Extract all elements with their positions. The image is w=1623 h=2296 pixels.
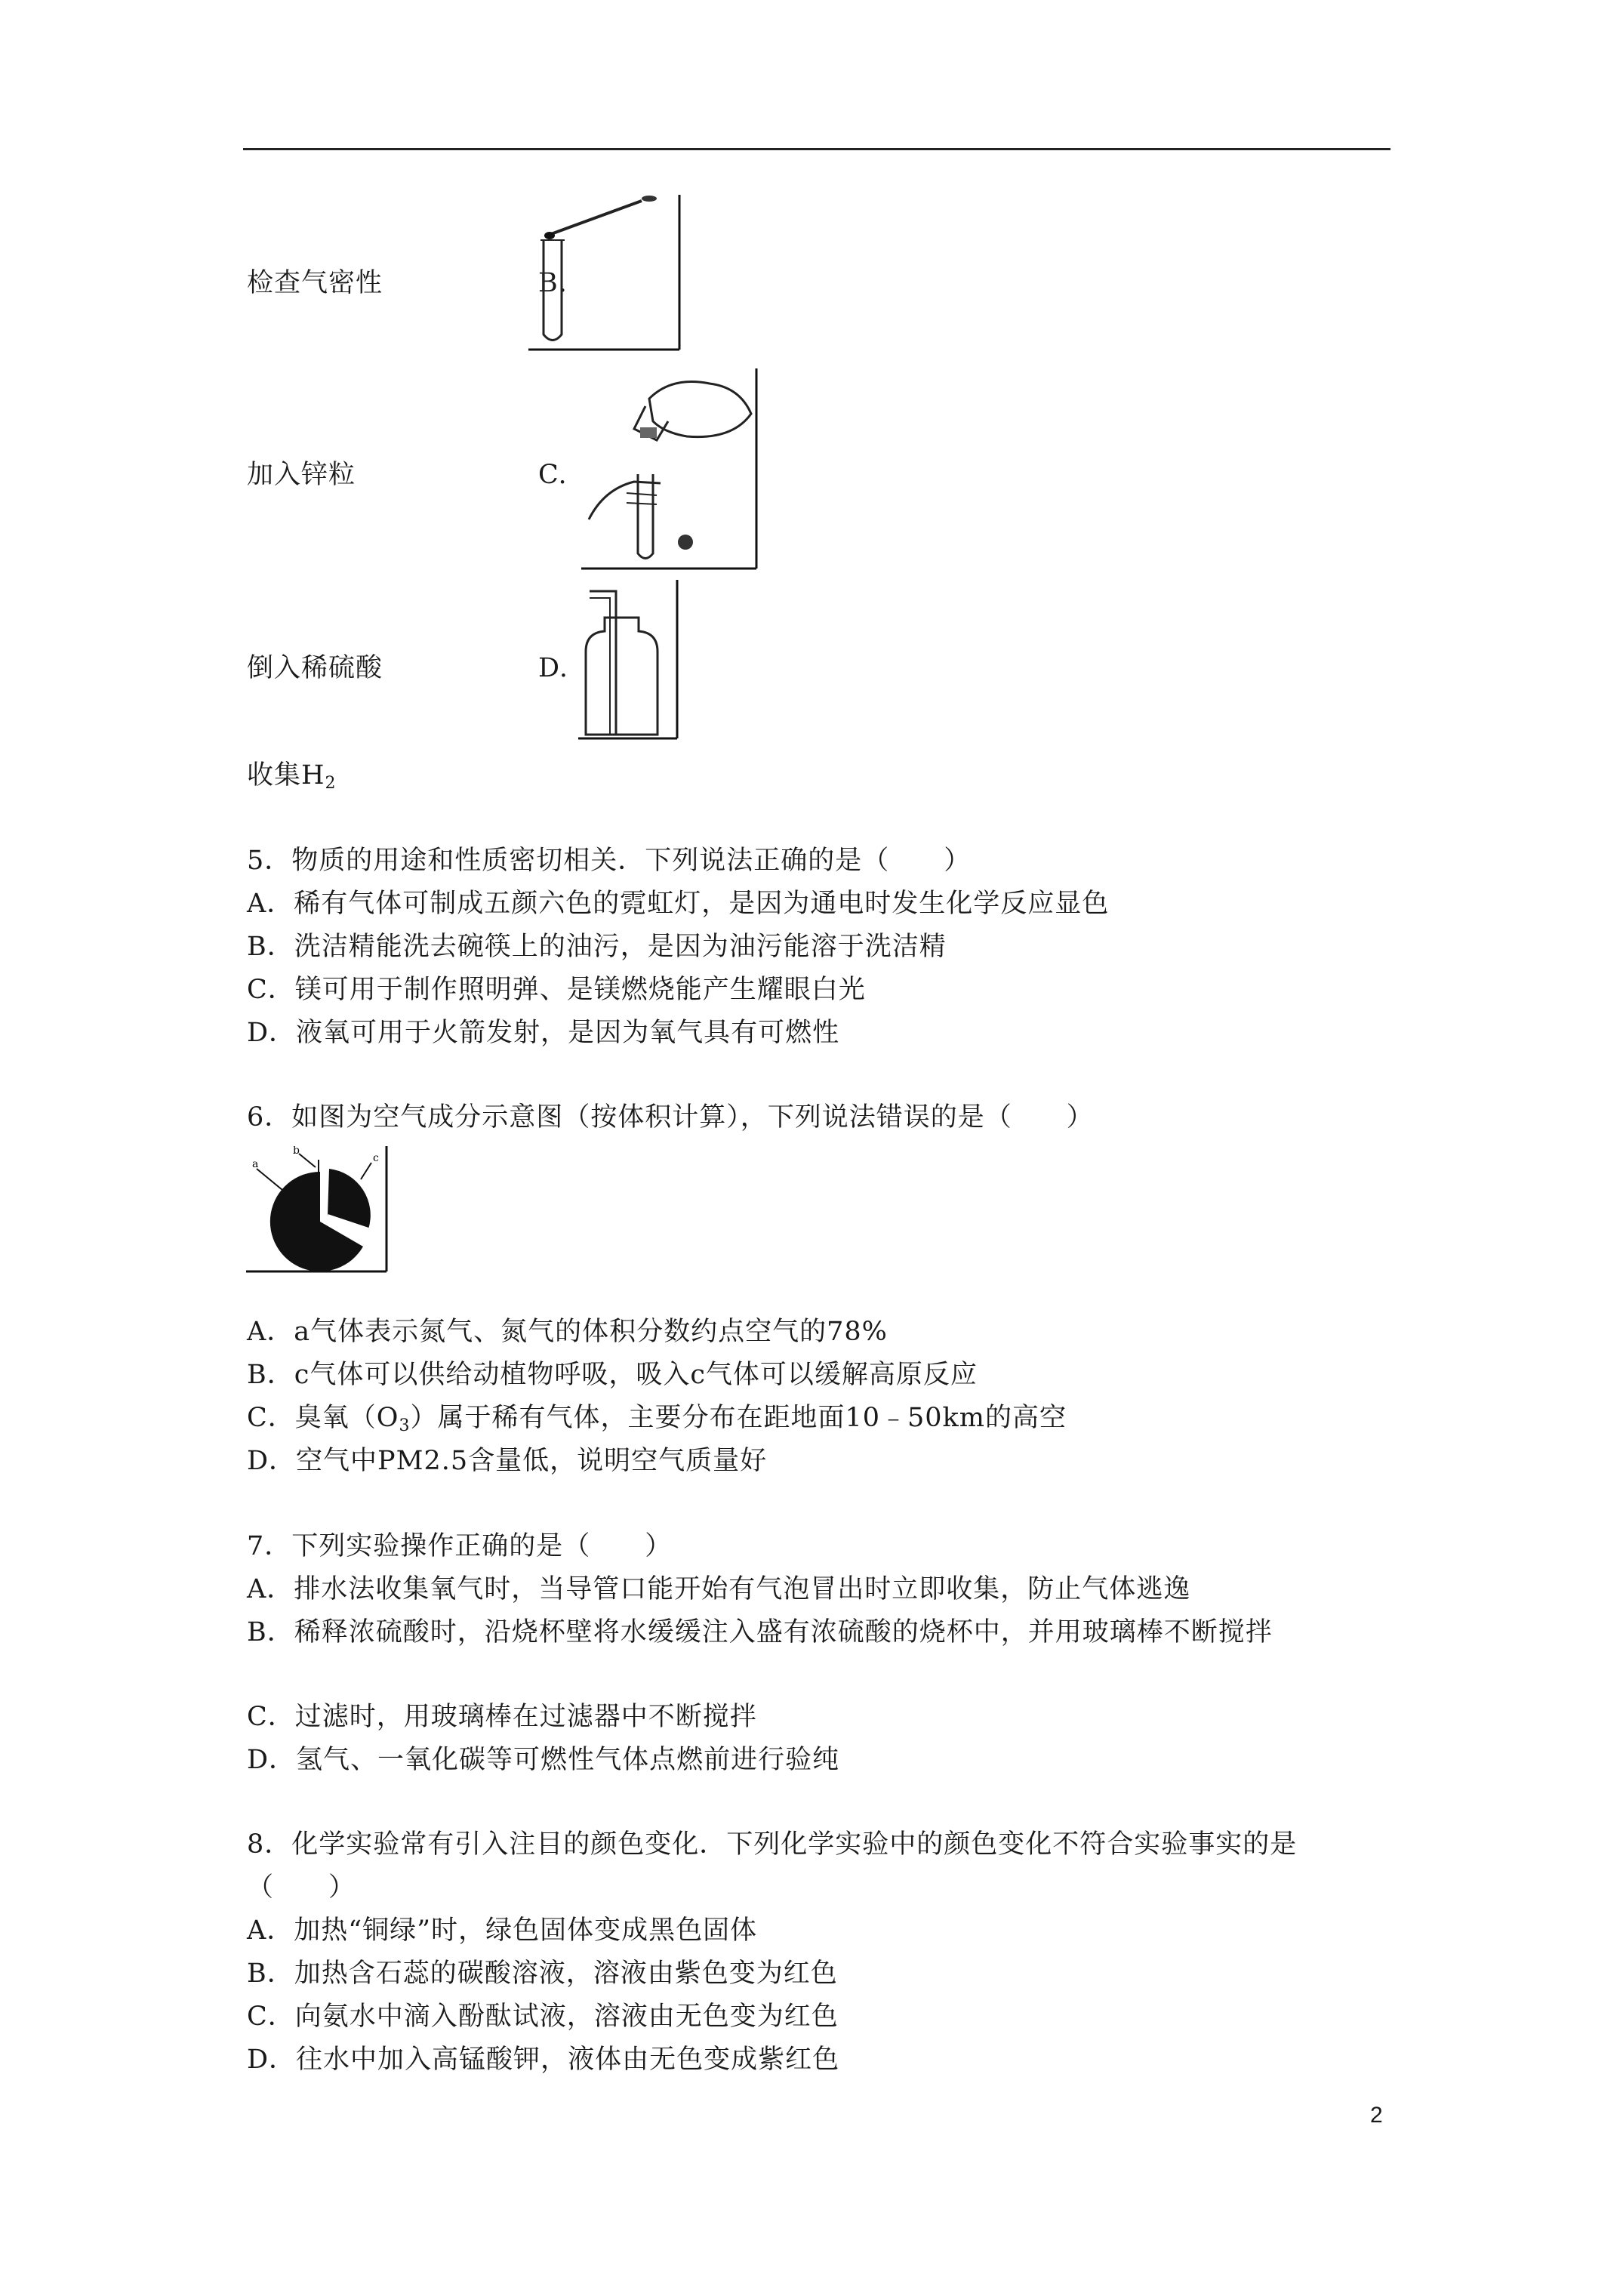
q4-text-c: 加入锌粒 bbox=[247, 460, 356, 490]
q7-option-b: B．稀释浓硫酸时，沿烧杯壁将水缓缓注入盛有浓硫酸的烧杯中，并用玻璃棒不断搅拌 bbox=[247, 1617, 1273, 1647]
q7-option-d: D．氢气、一氧化碳等可燃性气体点燃前进行验纯 bbox=[247, 1745, 840, 1775]
pouring-zinc-figure bbox=[581, 368, 759, 571]
q4-option-c: C. bbox=[538, 460, 568, 490]
pie-label-b: b bbox=[293, 1146, 300, 1157]
page-number: 2 bbox=[1370, 2103, 1383, 2128]
q4-text-d: 倒入稀硫酸 bbox=[247, 653, 383, 683]
header-rule bbox=[243, 148, 1390, 150]
q6-option-c-pre: C．臭氧（O bbox=[247, 1403, 399, 1433]
q7-option-a: A．排水法收集氧气时，当导管口能开始有气泡冒出时立即收集，防止气体逃逸 bbox=[247, 1574, 1191, 1604]
air-composition-pie-figure bbox=[246, 1146, 390, 1273]
q6-option-c bbox=[247, 1401, 1067, 1443]
q5-stem: 5．物质的用途和性质密切相关．下列说法正确的是（ ） bbox=[247, 846, 972, 876]
q8-stem-cont: （ ） bbox=[247, 1872, 356, 1903]
q8-stem: 8．化学实验常有引入注目的颜色变化．下列化学实验中的颜色变化不符合实验事实的是 bbox=[247, 1829, 1298, 1860]
q7-option-c: C．过滤时，用玻璃棒在过滤器中不断搅拌 bbox=[247, 1702, 757, 1732]
q6-option-a: A．a气体表示氮气、氮气的体积分数约点空气的78% bbox=[247, 1317, 888, 1347]
q5-option-c: C．镁可用于制作照明弹、是镁燃烧能产生耀眼白光 bbox=[247, 975, 866, 1005]
q6-option-c-sub: 3 bbox=[399, 1416, 411, 1435]
q6-option-d: D．空气中PM2.5含量低，说明空气质量好 bbox=[247, 1446, 768, 1476]
q6-option-c-post: ）属于稀有气体，主要分布在距地面10﹣50km的高空 bbox=[410, 1403, 1067, 1433]
q8-option-c: C．向氨水中滴入酚酞试液，溶液由无色变为红色 bbox=[247, 2002, 839, 2032]
q5-option-b: B．洗洁精能洗去碗筷上的油污，是因为油污能溶于洗洁精 bbox=[247, 932, 947, 962]
q6-stem: 6．如图为空气成分示意图（按体积计算），下列说法错误的是（ ） bbox=[247, 1102, 1094, 1133]
pie-label-a: a bbox=[252, 1158, 259, 1170]
q4-option-d: D. bbox=[538, 653, 568, 683]
q4-option-b: B. bbox=[538, 268, 568, 298]
q4-last-sub: 2 bbox=[325, 774, 337, 793]
test-tube-dropper-figure bbox=[528, 195, 684, 353]
pie-label-c: c bbox=[373, 1152, 379, 1164]
q8-option-a: A．加热“铜绿”时，绿色固体变成黑色固体 bbox=[247, 1915, 758, 1946]
q8-option-d: D．往水中加入高锰酸钾，液体由无色变成紫红色 bbox=[247, 2045, 840, 2075]
gas-collection-bottle-figure bbox=[578, 580, 680, 740]
q4-text-last bbox=[247, 759, 337, 800]
q5-option-d: D．液氧可用于火箭发射，是因为氧气具有可燃性 bbox=[247, 1018, 840, 1048]
q6-option-b: B．c气体可以供给动植物呼吸，吸入c气体可以缓解高原反应 bbox=[247, 1360, 978, 1390]
q4-last-text: 收集H bbox=[247, 760, 325, 791]
q7-stem: 7．下列实验操作正确的是（ ） bbox=[247, 1531, 673, 1561]
q8-option-b: B．加热含石蕊的碳酸溶液，溶液由紫色变为红色 bbox=[247, 1959, 838, 1989]
q5-option-a: A．稀有气体可制成五颜六色的霓虹灯，是因为通电时发生化学反应显色 bbox=[247, 889, 1110, 919]
q4-text-b: 检查气密性 bbox=[247, 268, 383, 298]
